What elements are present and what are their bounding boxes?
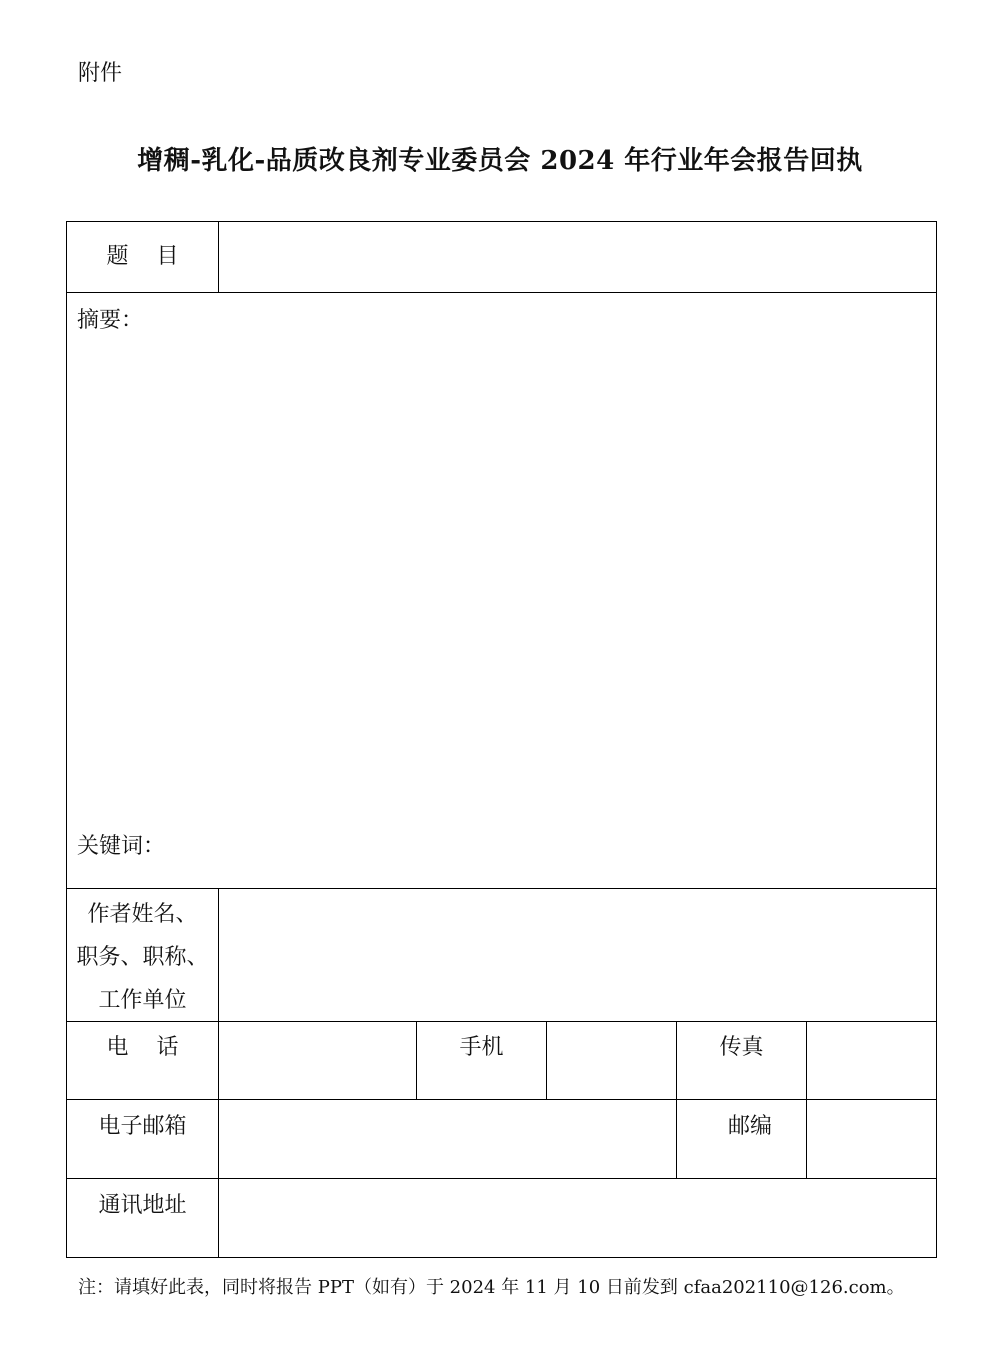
author-label-line-2: 职务、职称、 bbox=[76, 945, 209, 970]
mobile-label: 手机 bbox=[459, 1035, 504, 1060]
attachment-label: 附件 bbox=[78, 61, 123, 86]
author-label-line-1: 作者姓名、 bbox=[87, 902, 198, 927]
page-title: 增稠-乳化-品质改良剂专业委员会 2024 年行业年会报告回执 bbox=[137, 146, 863, 176]
author-label-line-3: 工作单位 bbox=[98, 988, 187, 1013]
abstract-label: 摘要： bbox=[77, 308, 144, 333]
address-field[interactable] bbox=[219, 1179, 936, 1257]
table-border-right bbox=[936, 221, 937, 1258]
fax-label: 传真 bbox=[719, 1035, 764, 1060]
abstract-field[interactable] bbox=[67, 293, 936, 888]
postcode-field[interactable] bbox=[807, 1100, 936, 1178]
table-border-bottom bbox=[66, 1257, 937, 1258]
footnote: 注：请填好此表，同时将报告 PPT（如有）于 2024 年 11 月 10 日前发到 cfaa202110@126.com。 bbox=[78, 1277, 905, 1298]
email-field[interactable] bbox=[219, 1100, 676, 1178]
postcode-label: 邮编 bbox=[727, 1114, 772, 1139]
phone-label: 电 话 bbox=[106, 1035, 179, 1060]
email-label: 电子邮箱 bbox=[98, 1114, 187, 1139]
mobile-field[interactable] bbox=[547, 1022, 676, 1099]
topic-field[interactable] bbox=[219, 222, 936, 292]
address-label: 通讯地址 bbox=[98, 1193, 187, 1218]
topic-label: 题 目 bbox=[106, 244, 179, 269]
receipt-form-table bbox=[66, 221, 937, 1258]
fax-field[interactable] bbox=[807, 1022, 936, 1099]
keywords-label: 关键词： bbox=[77, 834, 166, 859]
phone-field[interactable] bbox=[219, 1022, 416, 1099]
author-field[interactable] bbox=[219, 889, 936, 1021]
